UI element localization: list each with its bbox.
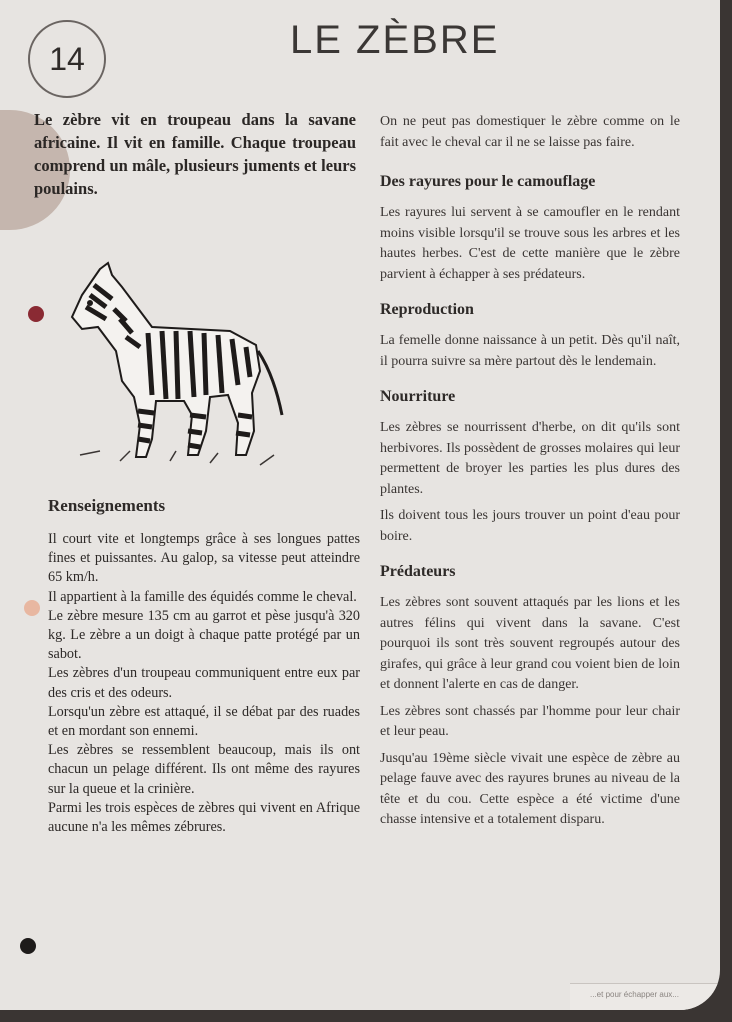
margin-dot <box>20 938 36 954</box>
renseignement-paragraph: Lorsqu'un zèbre est attaqué, il se débat par des ruades et en mordant son ennemi. <box>48 703 360 740</box>
margin-dot <box>24 600 40 616</box>
renseignement-paragraph: Le zèbre mesure 135 cm au garrot et pèse jusqu'à 320 kg. Le zèbre a un doigt à chaque patte protégé par un sabot. <box>48 607 360 663</box>
right-column <box>380 112 680 837</box>
renseignements-section <box>48 496 360 837</box>
section-heading: Prédateurs <box>380 563 456 580</box>
zebra-drawing <box>60 255 300 475</box>
section-text: Jusqu'au 19ème siècle vivait une espèce de zèbre au pelage fauve avec des rayures brunes au niveau de la tête et du cou. Cette espèce a été victime d'une chasse intensive et a totalement disparu. <box>380 750 680 827</box>
section-heading: Reproduction <box>380 301 474 318</box>
underlying-page-edge <box>570 983 720 1010</box>
left-column <box>34 108 356 200</box>
margin-dot <box>28 306 44 322</box>
renseignements-heading: Renseignements <box>48 496 166 515</box>
zebra-illustration <box>60 255 300 475</box>
section-text: La femelle donne naissance à un petit. Dès qu'il naît, il pourra suivre sa mère partout dès le lendemain. <box>380 333 680 369</box>
renseignement-paragraph: Les zèbres d'un troupeau communiquent entre eux par des cris et des odeurs. <box>48 665 360 701</box>
section-heading: Des rayures pour le camouflage <box>380 173 596 190</box>
section-text: Ils doivent tous les jours trouver un point d'eau pour boire. <box>380 508 680 544</box>
section-text: Les zèbres se nourrissent d'herbe, on dit qu'ils sont herbivores. Ils possèdent de grosses molaires qui leur permettent de broyer les parties les plus dures des plantes. <box>380 420 680 497</box>
right-intro: On ne peut pas domestiquer le zèbre comme on le fait avec le cheval car il ne se laisse pas faire. <box>380 114 680 150</box>
page-title: LE ZÈBRE <box>290 18 500 62</box>
renseignement-paragraph: Parmi les trois espèces de zèbres qui vivent en Afrique aucune n'a les mêmes zébrures. <box>48 799 360 836</box>
section-heading: Nourriture <box>380 388 456 405</box>
section-text: Les rayures lui servent à se camoufler en le rendant moins visible lorsqu'il se trouve sous les arbres et les hautes herbes. C'est de cette manière que le zèbre parvient à échapper à ses prédateurs. <box>380 205 680 282</box>
renseignement-paragraph: Les zèbres se ressemblent beaucoup, mais ils ont chacun un pelage différent. Ils ont même des rayures sur la queue et la crinière. <box>48 742 360 797</box>
section-text: Les zèbres sont souvent attaqués par les lions et les autres félins qui vivent dans la savane. C'est pourquoi ils sont très souvent regroupés autour des girafes, qui grâce à leur grand cou voient bien de loin et donnent l'alerte en cas de danger. <box>380 595 680 692</box>
page-number: 14 <box>28 20 106 98</box>
footer-snippet: ...et pour échapper aux... <box>590 990 679 999</box>
renseignement-paragraph: Il appartient à la famille des équidés comme le cheval. <box>48 588 357 605</box>
section-text: Les zèbres sont chassés par l'homme pour leur chair et leur peau. <box>380 703 680 739</box>
intro-paragraph: Le zèbre vit en troupeau dans la savane africaine. Il vit en famille. Chaque troupeau comprend un mâle, plusieurs juments et leurs poulains. <box>34 110 356 198</box>
renseignement-paragraph: Il court vite et longtemps grâce à ses longues pattes fines et puissantes. Au galop, sa vitesse peut atteindre 65 km/h. <box>48 531 360 586</box>
